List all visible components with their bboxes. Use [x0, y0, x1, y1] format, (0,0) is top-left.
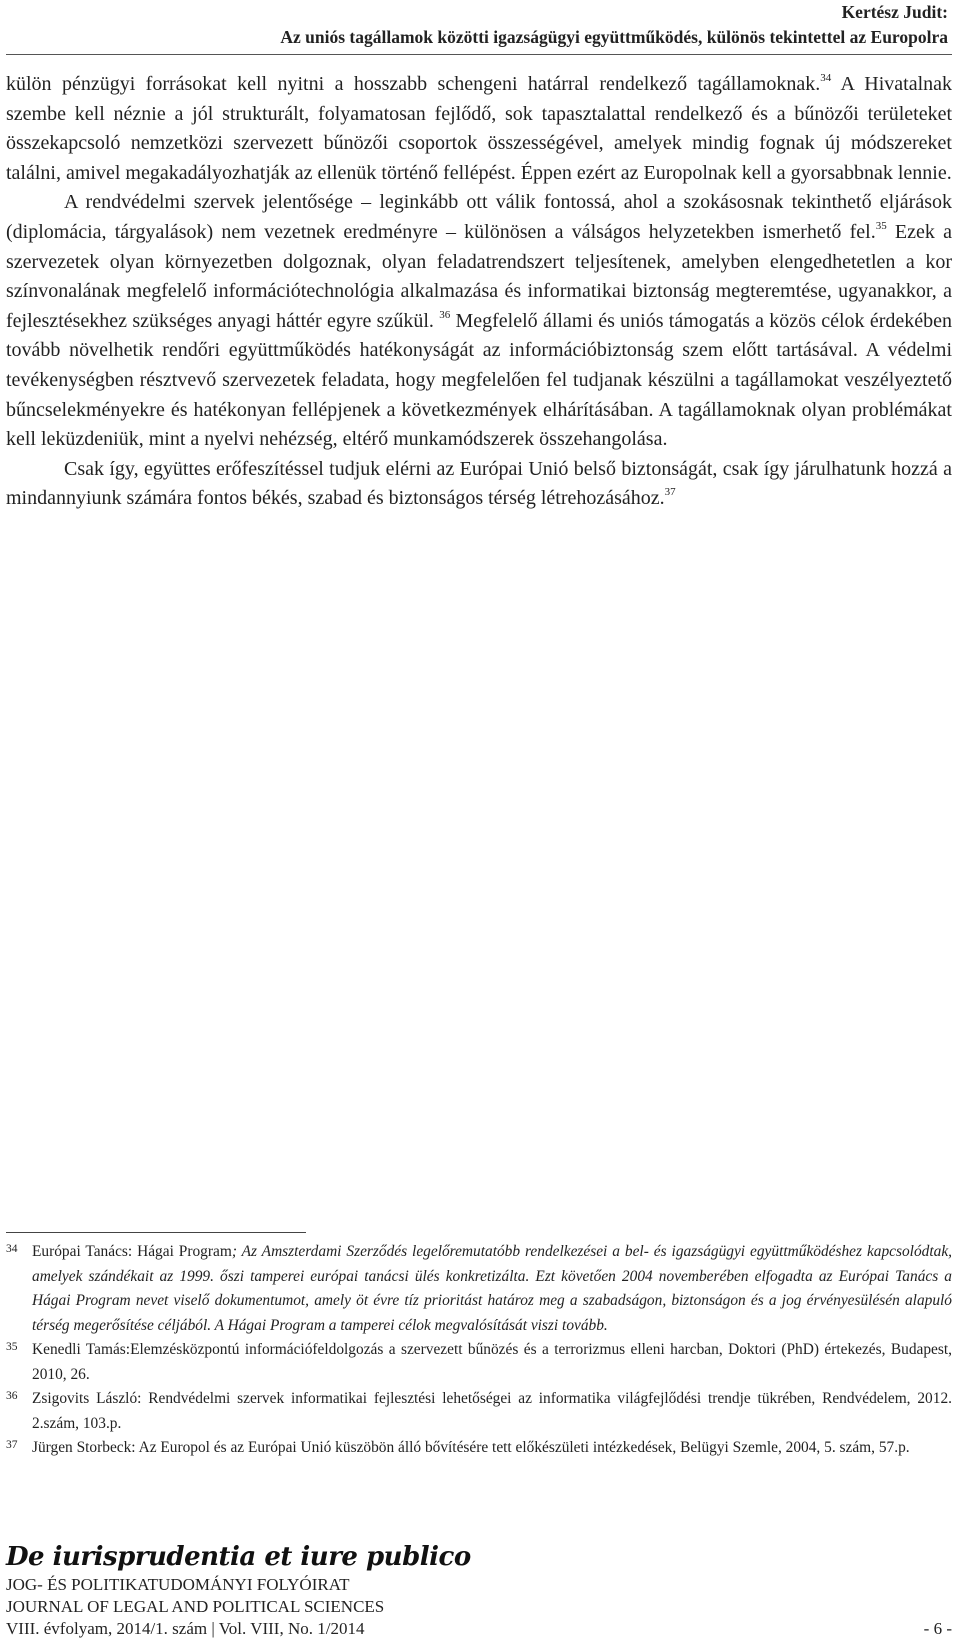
- paragraph-2-text-end: Megfelelő állami és uniós támogatás a közös célok érdekében tovább növelhetik rendőri együttműködés hatékonyságát az információbiztonság szem előtt tartásával. A védelmi tevékenységben résztvevő szervezetek feladata, hogy megfelelően fel tudjanak készülni a tagállamokat veszélyeztető bűncselekményekre és hatékonyan fellépjenek a következmények elhárításában. A tagállamoknak olyan problémákat kell leküzdeniük, mint a nyelvi nehézség, eltérő munkamódszerek összehangolása.: [6, 309, 952, 451]
- header-title: Az uniós tagállamok közötti igazságügyi együttműködés, különös tekintettel az Europolra: [280, 27, 948, 47]
- footnotes: [6, 1240, 952, 1461]
- paragraph-1-text: külön pénzügyi forrásokat kell nyitni a hosszabb schengeni határral rendelkező tagállamoknak.: [6, 73, 821, 95]
- footnote-ref-34[interactable]: 34: [820, 72, 832, 84]
- footnote-text: Zsigovits László: Rendvédelmi szervek informatikai fejlesztési lehetőségei az informatika világfejlődési trendje tükrében, Rendvédelem, 2012. 2.szám, 103.p.: [32, 1390, 952, 1432]
- journal-issue-row: [6, 1618, 952, 1640]
- footnote-text: Európai Tanács: Hágai Program: [32, 1243, 232, 1260]
- footnote-number: 35: [6, 1341, 18, 1353]
- footnote-text: Kenedli Tamás:Elemzésközpontú információfeldolgozás a szervezett bűnözés és a terrorizmus elleni harcban, Doktori (PhD) értekezés, Budapest, 2010, 26.: [32, 1341, 952, 1383]
- footnote-italic-text: ; Az Amszterdami Szerződés legelőremutatóbb rendelkezései a bel- és igazságügyi együttműködéshez kapcsolódtak, amelyek szándékait az 1999. őszi tamperei európai tanácsi ülés konkretizálta. Ezt követően 2004 novemberében elfogadta az Európai Tanács a Hágai Program nevet viselő dokumentumot, amely öt évre tíz prioritást határoz meg a szabadságon, biztonságon és a jog érvényesülésén alapuló térség megerősítése céljából. A Hágai Program a tamperei célok megvalósítását viszi tovább.: [32, 1243, 952, 1334]
- journal-footer: [6, 1540, 952, 1640]
- footnote-ref-37[interactable]: 37: [664, 486, 676, 499]
- paragraph-2: [6, 188, 952, 454]
- footnote-34: [6, 1240, 952, 1338]
- footnote-ref-35[interactable]: 35: [875, 219, 887, 232]
- journal-issue: VIII. évfolyam, 2014/1. szám | Vol. VIII, No. 1/2014: [6, 1619, 365, 1638]
- footnote-37: [6, 1436, 952, 1461]
- paragraph-2-text-cont: Ezek a szervezetek olyan környezetben dolgoznak, olyan feladatrendszert teljesítenek, amelyben elengedhetetlen a kor színvonalának megfelelő információtechnológia alkalmazása és informatikai biztonság megteremtése, ugyanakkor, a fejlesztésekhez szükséges anyagi háttér egyre szűkül.: [6, 220, 952, 332]
- journal-logo: De iurisprudentia et iure publico: [6, 1542, 471, 1572]
- footnote-35: [6, 1338, 952, 1387]
- running-header: [280, 0, 948, 50]
- journal-name-en: JOURNAL OF LEGAL AND POLITICAL SCIENCES: [6, 1597, 385, 1616]
- footnote-number: 36: [6, 1390, 18, 1402]
- paragraph-3-text: Csak így, együttes erőfeszítéssel tudjuk elérni az Európai Unió belső biztonságát, csak így járulhatunk hozzá a mindannyiunk számára fontos békés, szabad és biztonságos térség létrehozásához.: [6, 457, 952, 510]
- footnote-text: Jürgen Storbeck: Az Europol és az Európai Unió küszöbön álló bővítésére tett előkészületi intézkedések, Belügyi Szemle, 2004, 5. szám, 57.p.: [32, 1439, 910, 1456]
- header-rule: [6, 54, 952, 55]
- footnote-separator: [6, 1232, 306, 1233]
- paragraph-3: [6, 455, 952, 514]
- footnote-number: 37: [6, 1439, 18, 1451]
- page-number: - 6 -: [923, 1619, 952, 1638]
- journal-name-hu: JOG- ÉS POLITIKATUDOMÁNYI FOLYÓIRAT: [6, 1575, 350, 1594]
- paragraph-1-text-cont: A Hivatalnak szembe kell néznie a jól strukturált, folyamatosan fejlődő, sok tapasztalattal rendelkező és a bűnözői területeket összekapcsoló nemzetközi szervezett bűnözői csoportok összességével, amelyek mindig fognak új módszereket találni, amivel megakadályozhatják az ellenük történő fellépést. Éppen ezért az Europolnak kell a gyorsabbnak lennie.: [6, 73, 953, 184]
- header-author: Kertész Judit:: [841, 2, 948, 22]
- footnote-36: [6, 1387, 952, 1436]
- footnote-ref-36[interactable]: 36: [439, 308, 451, 321]
- paragraph-2-text: A rendvédelmi szervek jelentősége – leginkább ott válik fontossá, ahol a szokásosnak tekinthető eljárások (diplomácia, tárgyalások) nem vezetnek eredményre – különösen a válságos helyzetekben ismerhető fel.: [6, 191, 952, 243]
- main-text: [6, 70, 952, 514]
- paragraph-1: [6, 70, 952, 188]
- footnote-number: 34: [6, 1243, 18, 1255]
